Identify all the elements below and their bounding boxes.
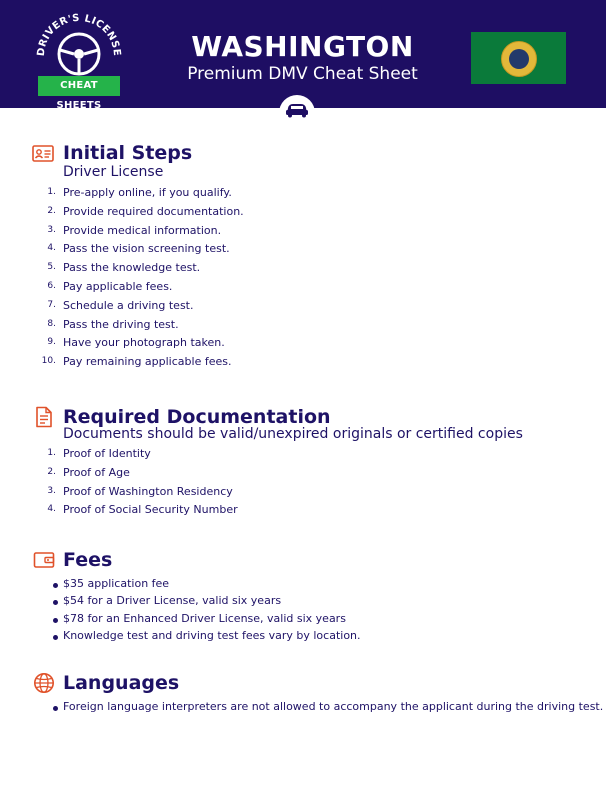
steering-wheel-icon [34, 10, 124, 80]
section-title-initial-steps: Initial Steps [63, 142, 193, 164]
section-subtitle-documents: Documents should be valid/unexpired originals or certified copies [63, 426, 523, 442]
wallet-icon [33, 549, 55, 571]
section-title-required-documentation: Required Documentation [63, 406, 331, 428]
id-card-icon [32, 143, 54, 165]
page-subtitle: Premium DMV Cheat Sheet [187, 64, 418, 84]
drivers-license-cheat-sheets-logo [34, 10, 124, 111]
document-icon [33, 406, 55, 428]
car-badge [279, 95, 315, 121]
state-seal-icon [501, 41, 537, 77]
logo-arc-text: DRIVER'S LICENSE [35, 12, 123, 57]
car-icon [279, 95, 315, 121]
logo-badge: CHEAT SHEETS [38, 76, 120, 96]
section-title-fees: Fees [63, 549, 113, 571]
page-title: WASHINGTON [191, 30, 414, 63]
globe-icon [33, 672, 55, 694]
section-title-languages: Languages [63, 672, 180, 694]
header-banner [0, 0, 606, 111]
washington-flag-icon [471, 32, 566, 84]
section-subtitle-driver-license: Driver License [63, 164, 164, 180]
